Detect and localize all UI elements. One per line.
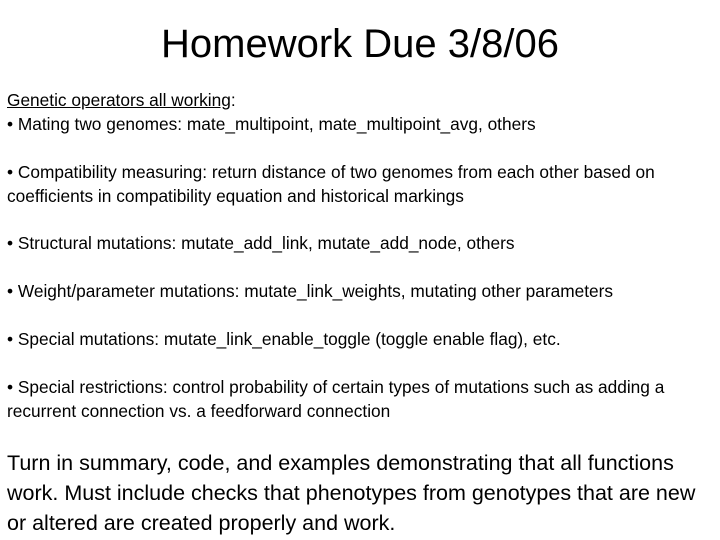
section-heading-colon: : [230,90,236,110]
bullet-weight-mutations: • Weight/parameter mutations: mutate_link_weights, mutating other parameters [7,281,614,301]
heading-and-bullet-1 [7,88,717,136]
bullet-mating: • Mating two genomes: mate_multipoint, mate_multipoint_avg, others [7,114,536,134]
slide-title: Homework Due 3/8/06 [161,22,559,66]
bullet-special-mutations: • Special mutations: mutate_link_enable_toggle (toggle enable flag), etc. [7,329,561,349]
section-heading [7,88,717,112]
section-heading-text: Genetic operators all working [7,90,231,110]
bullet-compatibility: • Compatibility measuring: return distance of two genomes from each other based on coefficients in compatibility equation and historical markings [7,162,655,206]
bullet-special-restrictions: • Special restrictions: control probability of certain types of mutations such as adding a recurrent connection vs. a feedforward connection [7,377,665,421]
closing-paragraph: Turn in summary, code, and examples demonstrating that all functions work. Must include checks that phenotypes from genotypes that are new or altered are created properly and work. [7,451,696,535]
bullet-structural-mutations: • Structural mutations: mutate_add_link, mutate_add_node, others [7,233,515,253]
